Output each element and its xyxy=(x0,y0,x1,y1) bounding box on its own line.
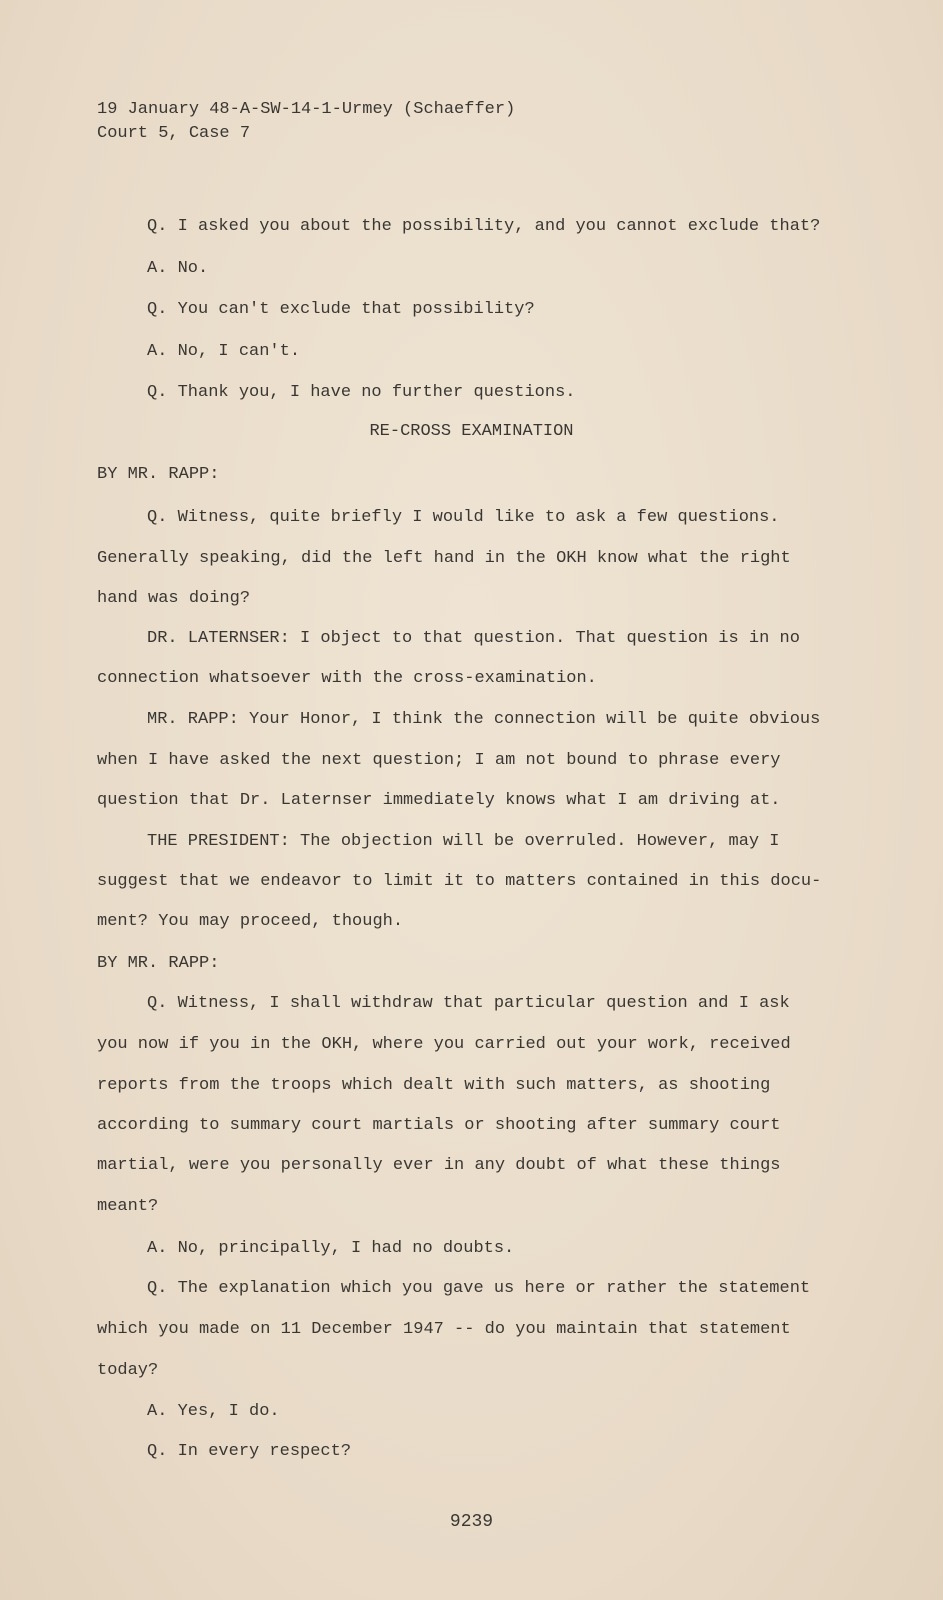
transcript-line: today? xyxy=(97,1361,159,1380)
transcript-line: reports from the troops which dealt with such matters, as shooting xyxy=(97,1076,771,1095)
transcript-line: THE PRESIDENT: The objection will be overruled. However, may I xyxy=(147,832,780,851)
transcript-line: according to summary court martials or shooting after summary court xyxy=(97,1116,781,1135)
transcript-line: hand was doing? xyxy=(97,589,251,608)
transcript-line: Q. Thank you, I have no further questions. xyxy=(147,383,576,402)
transcript-line: Q. The explanation which you gave us here or rather the statement xyxy=(147,1279,811,1298)
transcript-line: Q. Witness, quite briefly I would like to ask a few questions. xyxy=(147,508,780,527)
transcript-line: Q. I asked you about the possibility, and you cannot exclude that? xyxy=(147,217,821,236)
transcript-line: Generally speaking, did the left hand in the OKH know what the right xyxy=(97,549,791,568)
page-number: 9239 xyxy=(449,1512,494,1532)
transcript-line: Q. You can't exclude that possibility? xyxy=(147,300,535,319)
transcript-line: which you made on 11 December 1947 -- do you maintain that statement xyxy=(97,1320,791,1339)
header-case-reference: 19 January 48-A-SW-14-1-Urmey (Schaeffer) xyxy=(97,100,516,119)
transcript-line: you now if you in the OKH, where you carried out your work, received xyxy=(97,1035,791,1054)
header-court-case: Court 5, Case 7 xyxy=(97,124,251,143)
document-header xyxy=(97,98,515,146)
transcript-line: A. No. xyxy=(147,259,209,278)
transcript-line: DR. LATERNSER: I object to that question. That question is in no xyxy=(147,629,800,648)
transcript-line: meant? xyxy=(97,1197,159,1216)
transcript-line: when I have asked the next question; I am not bound to phrase every xyxy=(97,751,781,770)
section-heading: RE-CROSS EXAMINATION xyxy=(369,422,574,441)
transcript-line: A. No, principally, I had no doubts. xyxy=(147,1239,515,1258)
transcript-line: suggest that we endeavor to limit it to matters contained in this docu- xyxy=(97,872,822,891)
examiner-label: BY MR. RAPP: xyxy=(97,465,220,484)
transcript-line: martial, were you personally ever in any doubt of what these things xyxy=(97,1156,781,1175)
transcript-line: ment? You may proceed, though. xyxy=(97,912,404,931)
transcript-line: question that Dr. Laternser immediately knows what I am driving at. xyxy=(97,791,781,810)
transcript-line: A. Yes, I do. xyxy=(147,1402,280,1421)
transcript-line: Q. In every respect? xyxy=(147,1442,352,1461)
transcript-line: MR. RAPP: Your Honor, I think the connection will be quite obvious xyxy=(147,710,821,729)
examiner-label: BY MR. RAPP: xyxy=(97,954,220,973)
transcript-line: connection whatsoever with the cross-examination. xyxy=(97,669,597,688)
transcript-line: Q. Witness, I shall withdraw that particular question and I ask xyxy=(147,994,790,1013)
transcript-line: A. No, I can't. xyxy=(147,342,301,361)
